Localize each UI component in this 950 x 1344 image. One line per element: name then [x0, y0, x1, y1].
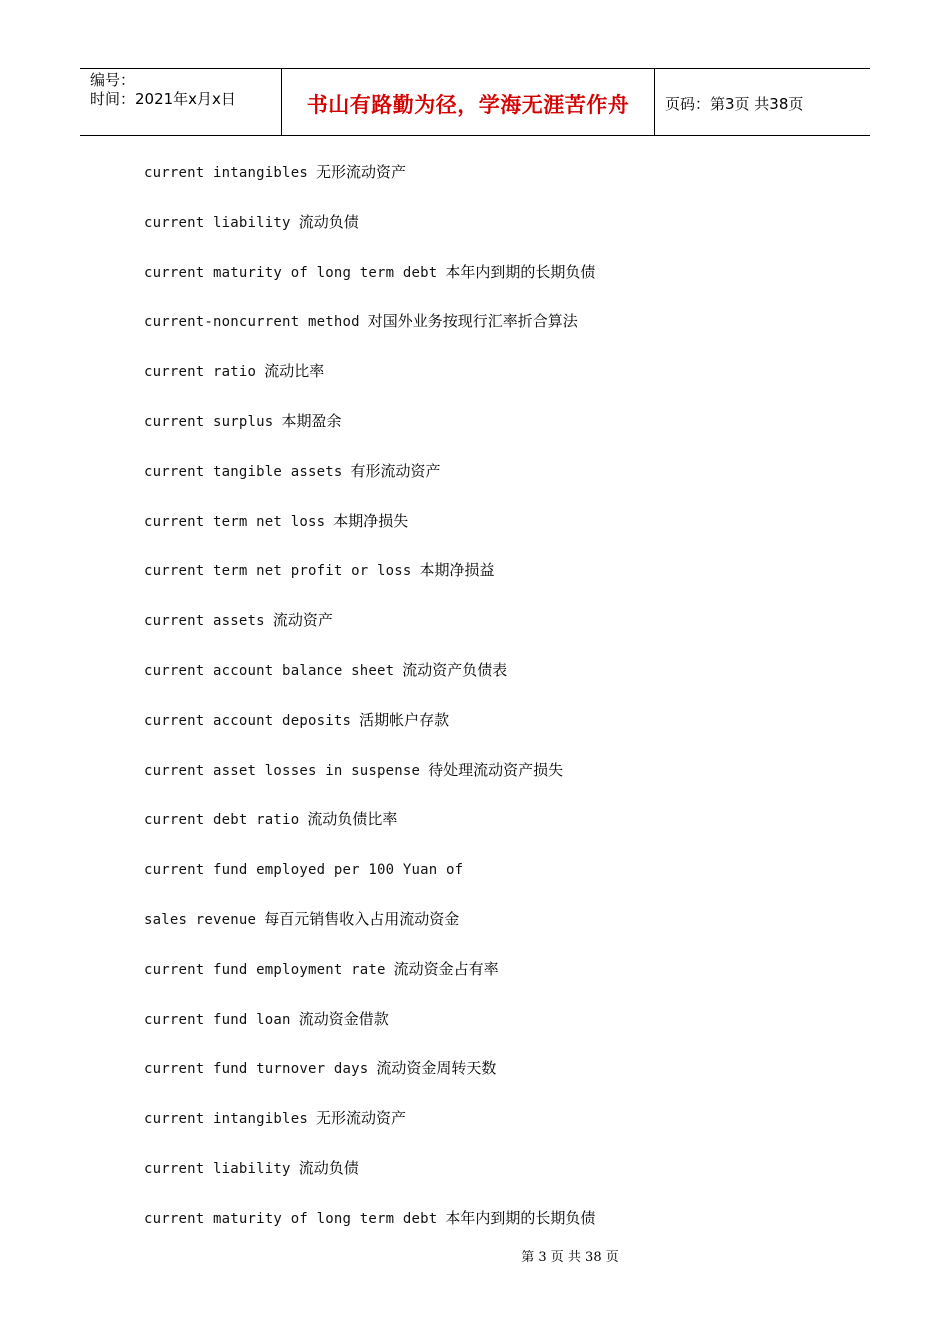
entry-english: current assets	[144, 613, 265, 630]
entry-english: current ratio	[144, 364, 257, 381]
glossary-entry	[144, 906, 864, 956]
glossary-entry	[144, 856, 864, 906]
entry-chinese: 流动比率	[264, 362, 325, 381]
header-motto-cell	[282, 69, 655, 135]
entry-chinese: 待处理流动资产损失	[428, 760, 564, 779]
entry-chinese: 活期帐户存款	[359, 710, 450, 729]
entry-chinese: 本期盈余	[281, 411, 342, 430]
entry-chinese: 流动负债	[298, 1158, 359, 1177]
entry-english: current account deposits	[144, 712, 352, 729]
glossary-list	[144, 159, 864, 1255]
glossary-entry	[144, 308, 864, 358]
entry-english: current liability	[144, 1160, 291, 1177]
entry-chinese: 流动资产	[272, 611, 333, 630]
glossary-entry	[144, 557, 864, 607]
glossary-entry	[144, 408, 864, 458]
entry-english: current term net loss	[144, 513, 326, 530]
footer-page-number: 第 3 页 共 38 页	[521, 1250, 619, 1265]
entry-chinese: 对国外业务按现行汇率折合算法	[367, 312, 578, 331]
entry-chinese: 流动资金占有率	[393, 959, 499, 978]
entry-english: current maturity of long term debt	[144, 1210, 438, 1227]
glossary-entry	[144, 458, 864, 508]
entry-chinese: 流动资产负债表	[402, 660, 508, 679]
entry-chinese: 无形流动资产	[315, 163, 406, 181]
entry-english: current term net profit or loss	[144, 563, 412, 580]
entry-english: current liability	[144, 214, 291, 231]
entry-chinese: 本年内到期的长期负债	[445, 262, 596, 281]
entry-english: current intangibles	[144, 165, 308, 181]
entry-english: current account balance sheet	[144, 662, 395, 679]
header-page-cell	[655, 69, 870, 135]
entry-english: sales revenue	[144, 911, 257, 928]
glossary-entry	[144, 707, 864, 757]
glossary-entry	[144, 209, 864, 259]
glossary-entry	[144, 757, 864, 807]
entry-english: current fund employment rate	[144, 961, 386, 978]
motto-text: 书山有路勤为径，学海无涯苦作舟	[306, 93, 630, 117]
glossary-entry	[144, 607, 864, 657]
glossary-entry	[144, 1055, 864, 1105]
glossary-entry	[144, 1006, 864, 1056]
date-text: 时间：2021年x月x日	[90, 90, 236, 108]
glossary-entry	[144, 956, 864, 1006]
glossary-entry	[144, 508, 864, 558]
entry-chinese: 流动负债	[298, 212, 359, 231]
page-footer	[0, 1246, 950, 1265]
glossary-entry	[144, 1105, 864, 1155]
entry-chinese: 流动负债比率	[307, 810, 398, 829]
entry-chinese: 本期净损益	[419, 561, 495, 580]
entry-english: current fund turnover days	[144, 1061, 369, 1078]
entry-chinese: 流动资金周转天数	[376, 1059, 497, 1078]
entry-english: current surplus	[144, 413, 274, 430]
entry-chinese: 本期净损失	[333, 511, 409, 530]
entry-chinese: 无形流动资产	[315, 1109, 406, 1128]
glossary-entry	[144, 358, 864, 408]
entry-english: current fund loan	[144, 1011, 291, 1028]
entry-chinese: 每百元销售收入占用流动资金	[264, 909, 460, 928]
entry-english: current-noncurrent method	[144, 314, 360, 331]
entry-english: current fund employed per 100 Yuan of	[144, 862, 464, 879]
header-left-cell	[80, 69, 282, 135]
entry-chinese: 流动资金借款	[298, 1009, 389, 1028]
entry-english: current intangibles	[144, 1111, 308, 1128]
entry-chinese: 本年内到期的长期负债	[445, 1208, 596, 1227]
entry-english: current debt ratio	[144, 812, 300, 829]
glossary-entry	[144, 159, 864, 209]
entry-english: current tangible assets	[144, 463, 343, 480]
page-header	[80, 68, 870, 136]
glossary-entry	[144, 259, 864, 309]
glossary-entry	[144, 657, 864, 707]
entry-english: current asset losses in suspense	[144, 762, 421, 779]
entry-chinese: 有形流动资产	[350, 461, 441, 480]
glossary-entry	[144, 806, 864, 856]
entry-english: current maturity of long term debt	[144, 264, 438, 281]
glossary-entry	[144, 1155, 864, 1205]
doc-number-label: 编号：	[90, 71, 136, 89]
page-info: 页码：第3页 共38页	[665, 94, 804, 113]
